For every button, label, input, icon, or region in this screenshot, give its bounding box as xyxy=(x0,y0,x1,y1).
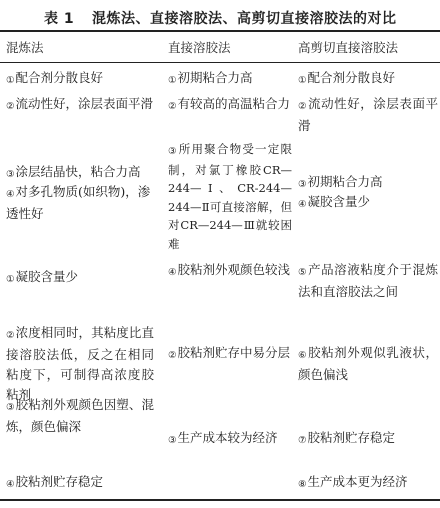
col2-item: ③所用聚合物受一定限制，对氯丁橡胶CR—244—Ⅰ、CR-244—244—Ⅱ可直接溶解，但对CR—244—Ⅲ就较困难 xyxy=(168,142,292,251)
col2-item: ②胶粘剂贮存中易分层 xyxy=(168,345,291,361)
col3-item: ①配合剂分散良好 xyxy=(298,70,396,86)
col1-item: ③胶粘剂外观颜色因塑、混炼，颜色偏深 xyxy=(6,397,154,434)
col3-item: ③初期粘合力高 xyxy=(298,174,383,190)
col3-item: ⑥胶粘剂外观似乳液状，颜色偏浅 xyxy=(298,345,438,382)
header-high-shear: 高剪切直接溶胶法 xyxy=(298,40,399,55)
header-rule xyxy=(0,62,440,63)
col1-item: ④对多孔物质(如织物)，渗透性好 xyxy=(6,184,151,221)
col1-item: ③涂层结晶快，粘合力高 xyxy=(6,164,141,180)
col3-item: ⑦胶粘剂贮存稳定 xyxy=(298,430,396,446)
col2-item: ②有较高的高温粘合力 xyxy=(168,96,291,112)
header-mixing: 混炼法 xyxy=(6,40,44,55)
col3-item: ⑧生产成本更为经济 xyxy=(298,474,408,490)
col1-item: ①凝胶含量少 xyxy=(6,269,79,285)
col1-item: ④胶粘剂贮存稳定 xyxy=(6,474,104,490)
col2-item: ④胶粘剂外观颜色较浅 xyxy=(168,262,291,278)
col1-item: ②流动性好，涂层表面平滑 xyxy=(6,96,154,112)
col2-item: ③生产成本较为经济 xyxy=(168,430,278,446)
col3-item: ⑤产品溶液粘度介于混炼法和直溶胶法之间 xyxy=(298,262,438,299)
header-direct: 直接溶胶法 xyxy=(168,40,231,55)
col1-item: ②浓度相同时，其粘度比直接溶胶法低，反之在相同粘度下，可制得高浓度胶粘剂 xyxy=(6,325,154,402)
top-rule xyxy=(0,30,440,32)
col3-item: ④凝胶含量少 xyxy=(298,194,371,210)
table-label: 表 1 xyxy=(44,11,75,27)
col3-item: ②流动性好，涂层表面平滑 xyxy=(298,96,438,133)
col2-item: ①初期粘合力高 xyxy=(168,70,253,86)
table-caption: 混炼法、直接溶胶法、高剪切直接溶胶法的对比 xyxy=(92,11,397,27)
bottom-rule xyxy=(0,499,440,501)
col1-item: ①配合剂分散良好 xyxy=(6,70,104,86)
